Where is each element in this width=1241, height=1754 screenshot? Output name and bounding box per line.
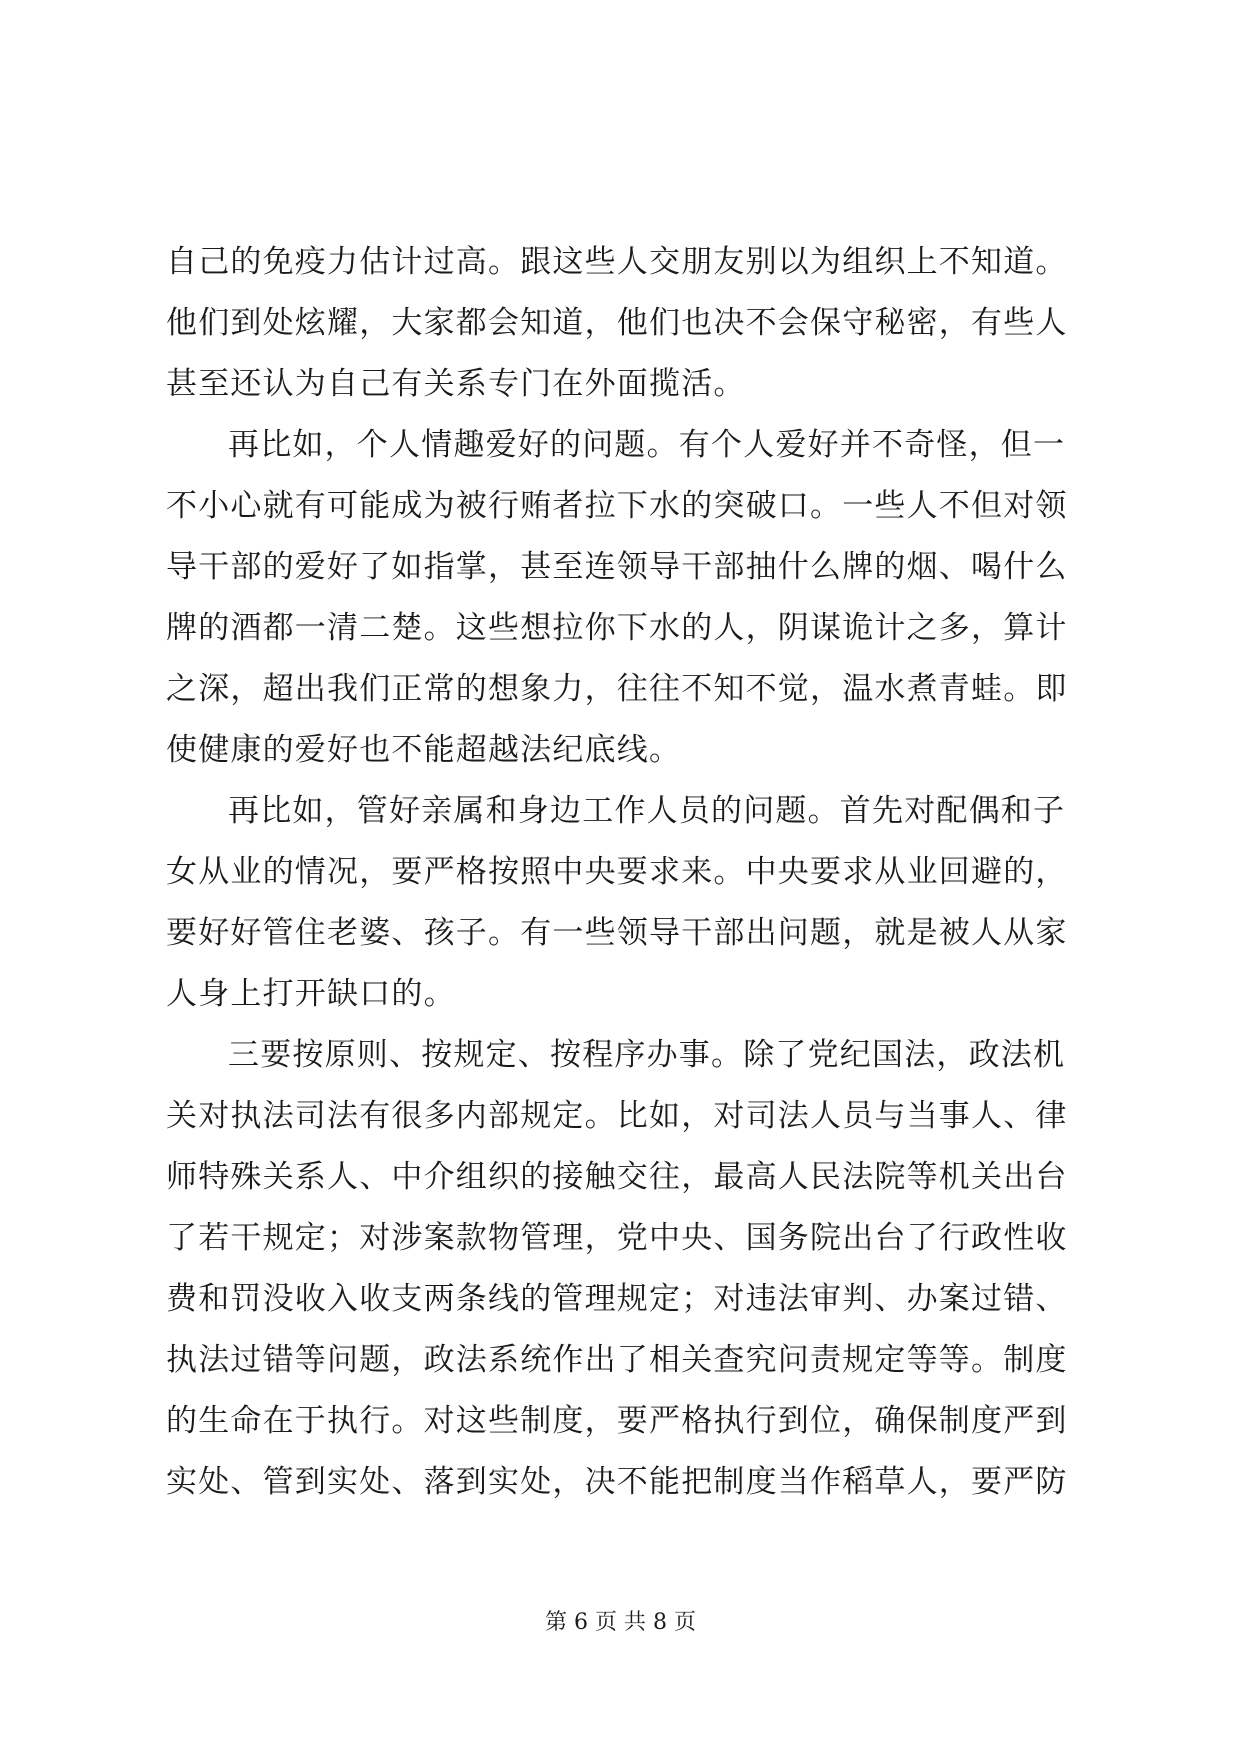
document-body xyxy=(166,232,1078,1513)
text-line: 了若干规定；对涉案款物管理，党中央、国务院出台了行政性收 xyxy=(166,1220,1068,1256)
paragraph xyxy=(166,415,1078,781)
text-line: 师特殊关系人、中介组织的接触交往，最高人民法院等机关出台 xyxy=(166,1159,1068,1195)
text-line: 费和罚没收入收支两条线的管理规定；对违法审判、办案过错、 xyxy=(166,1281,1068,1317)
text-line: 的生命在于执行。对这些制度，要严格执行到位，确保制度严到 xyxy=(166,1403,1068,1439)
text-line: 女从业的情况，要严格按照中央要求来。中央要求从业回避的， xyxy=(166,854,1068,890)
text-line: 使健康的爱好也不能超越法纪底线。 xyxy=(166,732,682,768)
text-line: 人身上打开缺口的。 xyxy=(166,976,456,1012)
text-line: 自己的免疫力估计过高。跟这些人交朋友别以为组织上不知道。 xyxy=(166,244,1068,280)
text-line: 关对执法司法有很多内部规定。比如，对司法人员与当事人、律 xyxy=(166,1098,1068,1134)
text-line: 执法过错等问题，政法系统作出了相关查究问责规定等等。制度 xyxy=(166,1342,1068,1378)
text-line: 三要按原则、按规定、按程序办事。除了党纪国法，政法机 xyxy=(228,1037,1066,1073)
text-line: 要好好管住老婆、孩子。有一些领导干部出问题，就是被人从家 xyxy=(166,915,1068,951)
text-line: 导干部的爱好了如指掌，甚至连领导干部抽什么牌的烟、喝什么 xyxy=(166,549,1068,585)
text-line: 不小心就有可能成为被行贿者拉下水的突破口。一些人不但对领 xyxy=(166,488,1068,524)
paragraph xyxy=(166,232,1078,415)
text-line: 再比如，管好亲属和身边工作人员的问题。首先对配偶和子 xyxy=(228,793,1066,829)
text-line: 他们到处炫耀，大家都会知道，他们也决不会保守秘密，有些人 xyxy=(166,305,1068,341)
page-number-footer: 第 6 页 共 8 页 xyxy=(545,1610,696,1635)
paragraph xyxy=(166,781,1078,1025)
text-line: 牌的酒都一清二楚。这些想拉你下水的人，阴谋诡计之多，算计 xyxy=(166,610,1068,646)
text-line: 甚至还认为自己有关系专门在外面揽活。 xyxy=(166,366,746,402)
text-line: 再比如，个人情趣爱好的问题。有个人爱好并不奇怪，但一 xyxy=(228,427,1066,463)
paragraph xyxy=(166,1025,1078,1513)
text-line: 实处、管到实处、落到实处，决不能把制度当作稻草人，要严防 xyxy=(166,1464,1068,1500)
text-line: 之深，超出我们正常的想象力，往往不知不觉，温水煮青蛙。即 xyxy=(166,671,1068,707)
